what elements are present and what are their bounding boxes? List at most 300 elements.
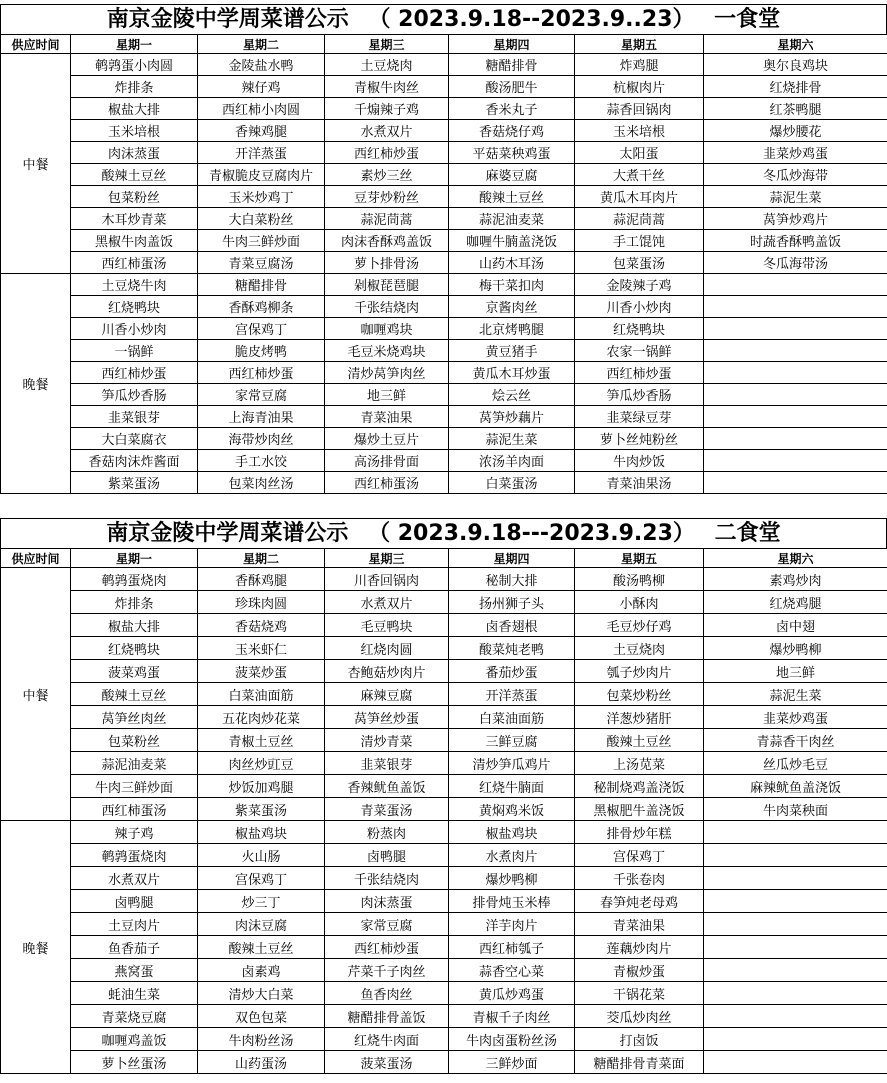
dish-cell: 宫保鸡丁 [198, 318, 325, 340]
dish-cell: 蒜泥生菜 [704, 683, 887, 706]
dish-cell: 杏鲍菇炒肉片 [325, 660, 449, 683]
dish-cell [704, 867, 887, 890]
dish-cell: 韭菜银芽 [71, 406, 198, 428]
dish-cell: 包菜蛋汤 [575, 252, 704, 274]
dish-cell: 麻婆豆腐 [449, 164, 575, 186]
dish-cell: 红烧鸭块 [71, 637, 198, 660]
table-row [1, 890, 887, 913]
dish-cell: 白菜油面筋 [198, 683, 325, 706]
dish-cell: 西红柿瓠子 [449, 936, 575, 959]
dish-cell: 莲藕炒肉片 [575, 936, 704, 959]
canteen-1-title [0, 4, 887, 34]
dish-cell: 韭菜银芽 [325, 752, 449, 775]
dish-cell: 清炒莴笋肉丝 [325, 362, 449, 384]
dish-cell: 芹菜千子肉丝 [325, 959, 449, 982]
dish-cell: 红烧排骨 [704, 76, 887, 98]
dish-cell: 红烧鸡腿 [704, 591, 887, 614]
dish-cell [704, 274, 887, 296]
menu-table [0, 34, 887, 494]
table-row [1, 936, 887, 959]
dish-cell: 牛肉菜秧面 [704, 798, 887, 821]
dish-cell: 酸菜炖老鸭 [449, 637, 575, 660]
dish-cell: 香酥鸡柳条 [198, 296, 325, 318]
dish-cell: 西红柿炒蛋 [325, 936, 449, 959]
table-row [1, 340, 887, 362]
dish-cell: 海带炒肉丝 [198, 428, 325, 450]
canteen-2-title [0, 518, 887, 548]
dish-cell: 西红柿蛋汤 [325, 472, 449, 494]
dish-cell: 土豆烧肉 [575, 637, 704, 660]
dish-cell: 卤素鸡 [198, 959, 325, 982]
dish-cell: 土豆烧肉 [325, 54, 449, 76]
meal-label: 晚餐 [1, 274, 71, 494]
dish-cell [704, 384, 887, 406]
table-row [1, 142, 887, 164]
table-row [1, 120, 887, 142]
dish-cell: 西红柿炒蛋 [575, 362, 704, 384]
dish-cell: 金陵辣子鸡 [575, 274, 704, 296]
dish-cell: 炸鸡腿 [575, 54, 704, 76]
header-row [1, 35, 887, 54]
dish-cell [704, 982, 887, 1005]
table-row [1, 472, 887, 494]
header-day: 星期六 [704, 35, 887, 54]
dish-cell: 黑椒牛肉盖饭 [71, 230, 198, 252]
table-row [1, 1051, 887, 1074]
dish-cell: 酸汤鸭柳 [575, 568, 704, 591]
dish-cell: 双色包菜 [198, 1005, 325, 1028]
dish-cell: 炸排条 [71, 76, 198, 98]
dish-cell: 黄瓜木耳肉片 [575, 186, 704, 208]
dish-cell: 蒜泥油麦菜 [71, 752, 198, 775]
dish-cell: 时蔬香酥鸭盖饭 [704, 230, 887, 252]
dish-cell: 青菜豆腐汤 [198, 252, 325, 274]
dish-cell: 浓汤羊肉面 [449, 450, 575, 472]
dish-cell: 紫菜蛋汤 [198, 798, 325, 821]
header-day: 星期一 [71, 549, 198, 568]
dish-cell: 韭菜炒鸡蛋 [704, 142, 887, 164]
dish-cell: 燕窝蛋 [71, 959, 198, 982]
table-row [1, 428, 887, 450]
dish-cell: 牛肉三鲜炒面 [71, 775, 198, 798]
title-main: 南京金陵中学周菜谱公示 [106, 7, 349, 32]
dish-cell [704, 450, 887, 472]
dish-cell: 土豆肉片 [71, 913, 198, 936]
dish-cell: 糖醋排骨 [449, 54, 575, 76]
dish-cell: 白菜油面筋 [449, 706, 575, 729]
dish-cell: 扬州狮子头 [449, 591, 575, 614]
dish-cell: 脆皮烤鸭 [198, 340, 325, 362]
table-row [1, 729, 887, 752]
dish-cell: 毛豆炒仔鸡 [575, 614, 704, 637]
dish-cell: 大白菜腐衣 [71, 428, 198, 450]
dish-cell [704, 959, 887, 982]
dish-cell: 咖喱牛腩盖浇饭 [449, 230, 575, 252]
dish-cell: 菠菜蛋汤 [325, 1051, 449, 1074]
dish-cell: 麻辣豆腐 [325, 683, 449, 706]
table-row [1, 406, 887, 428]
dish-cell: 粉蒸肉 [325, 821, 449, 844]
dish-cell [704, 296, 887, 318]
dish-cell: 水煮双片 [325, 591, 449, 614]
dish-cell: 地三鲜 [325, 384, 449, 406]
dish-cell [704, 318, 887, 340]
dish-cell: 莴笋丝肉丝 [71, 706, 198, 729]
header-row [1, 549, 887, 568]
dish-cell: 菠菜鸡蛋 [71, 660, 198, 683]
table-row [1, 775, 887, 798]
dish-cell: 咖喱鸡盖饭 [71, 1028, 198, 1051]
dish-cell: 椒盐大排 [71, 614, 198, 637]
dish-cell: 珍珠肉圆 [198, 591, 325, 614]
table-row [1, 637, 887, 660]
meal-label: 晚餐 [1, 821, 71, 1074]
table-row [1, 660, 887, 683]
dish-cell: 川香小炒肉 [575, 296, 704, 318]
dish-cell: 青菜油果汤 [575, 472, 704, 494]
dish-cell: 青菜蛋汤 [325, 798, 449, 821]
dish-cell: 上汤苋菜 [575, 752, 704, 775]
dish-cell: 紫菜蛋汤 [71, 472, 198, 494]
header-time: 供应时间 [1, 549, 71, 568]
dish-cell: 剁椒琵琶腿 [325, 274, 449, 296]
dish-cell: 肉沫豆腐 [198, 913, 325, 936]
table-row [1, 230, 887, 252]
title-main: 南京金陵中学周菜谱公示 [106, 521, 349, 546]
table-row [1, 274, 887, 296]
dish-cell: 豆芽炒粉丝 [325, 186, 449, 208]
dish-cell: 青菜油果 [325, 406, 449, 428]
table-row [1, 384, 887, 406]
dish-cell: 爆炒腰花 [704, 120, 887, 142]
dish-cell: 酸汤肥牛 [449, 76, 575, 98]
header-day: 星期三 [325, 549, 449, 568]
table-row [1, 798, 887, 821]
dish-cell: 炒三丁 [198, 890, 325, 913]
dish-cell: 西红柿蛋汤 [71, 798, 198, 821]
dish-cell: 卤鸭腿 [71, 890, 198, 913]
table-row [1, 1005, 887, 1028]
dish-cell: 菠菜炒蛋 [198, 660, 325, 683]
dish-cell: 蒜泥茼蒿 [325, 208, 449, 230]
dish-cell: 高汤排骨面 [325, 450, 449, 472]
table-row [1, 54, 887, 76]
dish-cell: 青椒牛肉丝 [325, 76, 449, 98]
dish-cell: 京酱肉丝 [449, 296, 575, 318]
dish-cell: 冬瓜海带汤 [704, 252, 887, 274]
dish-cell: 金陵盐水鸭 [198, 54, 325, 76]
dish-cell: 椒盐鸡块 [449, 821, 575, 844]
dish-cell: 肉沫香酥鸡盖饭 [325, 230, 449, 252]
header-day: 星期二 [198, 35, 325, 54]
dish-cell [704, 913, 887, 936]
dish-cell: 香菇烧仔鸡 [449, 120, 575, 142]
dish-cell: 地三鲜 [704, 660, 887, 683]
header-day: 星期三 [325, 35, 449, 54]
dish-cell: 青椒千子肉丝 [449, 1005, 575, 1028]
dish-cell: 平菇菜秧鸡蛋 [449, 142, 575, 164]
dish-cell: 炒饭加鸡腿 [198, 775, 325, 798]
dish-cell: 青椒土豆丝 [198, 729, 325, 752]
dish-cell: 香米丸子 [449, 98, 575, 120]
dish-cell: 开洋蒸蛋 [198, 142, 325, 164]
dish-cell: 鹌鹑蛋烧肉 [71, 568, 198, 591]
table-row [1, 683, 887, 706]
dish-cell [704, 472, 887, 494]
dish-cell: 鹌鹑蛋小肉圆 [71, 54, 198, 76]
dish-cell: 玉米虾仁 [198, 637, 325, 660]
dish-cell: 排骨炖玉米棒 [449, 890, 575, 913]
dish-cell: 萝卜丝蛋汤 [71, 1051, 198, 1074]
header-day: 星期二 [198, 549, 325, 568]
dish-cell: 青菜油果 [575, 913, 704, 936]
dish-cell: 秘制烧鸡盖浇饭 [575, 775, 704, 798]
title-date: （ 2023.9.18---2023.9.23） [368, 521, 695, 546]
table-row [1, 706, 887, 729]
dish-cell: 香酥鸡腿 [198, 568, 325, 591]
dish-cell: 千张卷肉 [575, 867, 704, 890]
dish-cell [704, 1005, 887, 1028]
dish-cell: 青椒炒蛋 [575, 959, 704, 982]
dish-cell: 丝瓜炒毛豆 [704, 752, 887, 775]
table-row [1, 76, 887, 98]
menu-table [0, 548, 887, 1074]
dish-cell: 大煮干丝 [575, 164, 704, 186]
dish-cell: 清炒笋瓜鸡片 [449, 752, 575, 775]
dish-cell: 清炒大白菜 [198, 982, 325, 1005]
dish-cell: 鹌鹑蛋烧肉 [71, 844, 198, 867]
dish-cell: 宫保鸡丁 [575, 844, 704, 867]
table-row [1, 591, 887, 614]
dish-cell [704, 844, 887, 867]
dish-cell: 西红柿炒蛋 [325, 142, 449, 164]
dish-cell: 黑椒肥牛盖浇饭 [575, 798, 704, 821]
table-row [1, 844, 887, 867]
table-row [1, 568, 887, 591]
dish-cell: 川香小炒肉 [71, 318, 198, 340]
dish-cell: 杭椒肉片 [575, 76, 704, 98]
dish-cell: 蒜泥茼蒿 [575, 208, 704, 230]
dish-cell: 糖醋排骨盖饭 [325, 1005, 449, 1028]
dish-cell: 牛肉卤蛋粉丝汤 [449, 1028, 575, 1051]
dish-cell: 洋芋肉片 [449, 913, 575, 936]
dish-cell: 蚝油生菜 [71, 982, 198, 1005]
dish-cell: 三鲜炒面 [449, 1051, 575, 1074]
dish-cell: 韭菜炒鸡蛋 [704, 706, 887, 729]
dish-cell: 酸辣土豆丝 [71, 164, 198, 186]
dish-cell: 排骨炒年糕 [575, 821, 704, 844]
dish-cell: 西红柿炒蛋 [198, 362, 325, 384]
dish-cell: 爆炒土豆片 [325, 428, 449, 450]
dish-cell: 春笋炖老母鸡 [575, 890, 704, 913]
dish-cell: 卤鸭腿 [325, 844, 449, 867]
canteen-2-menu [0, 518, 887, 1074]
dish-cell: 干锅花菜 [575, 982, 704, 1005]
dish-cell: 卤中翅 [704, 614, 887, 637]
dish-cell: 牛肉炒饭 [575, 450, 704, 472]
title-hall: 一食堂 [714, 7, 781, 32]
dish-cell: 毛豆鸭块 [325, 614, 449, 637]
dish-cell: 山药蛋汤 [198, 1051, 325, 1074]
dish-cell: 香辣鸡腿 [198, 120, 325, 142]
dish-cell: 手工馄饨 [575, 230, 704, 252]
dish-cell: 香菇烧鸡 [198, 614, 325, 637]
dish-cell: 一锅鲜 [71, 340, 198, 362]
table-row [1, 821, 887, 844]
dish-cell: 水煮肉片 [449, 844, 575, 867]
dish-cell: 素鸡炒肉 [704, 568, 887, 591]
table-row [1, 296, 887, 318]
table-row [1, 982, 887, 1005]
header-day: 星期一 [71, 35, 198, 54]
dish-cell: 茭瓜炒肉丝 [575, 1005, 704, 1028]
dish-cell: 蒜泥油麦菜 [449, 208, 575, 230]
table-row [1, 186, 887, 208]
dish-cell: 爆炒鸭柳 [704, 637, 887, 660]
dish-cell: 鱼香肉丝 [325, 982, 449, 1005]
header-day: 星期四 [449, 35, 575, 54]
dish-cell: 三鲜豆腐 [449, 729, 575, 752]
dish-cell: 家常豆腐 [325, 913, 449, 936]
dish-cell: 包菜粉丝 [71, 186, 198, 208]
dish-cell: 上海青油果 [198, 406, 325, 428]
dish-cell [704, 340, 887, 362]
dish-cell: 西红柿小肉圆 [198, 98, 325, 120]
dish-cell: 水煮双片 [325, 120, 449, 142]
dish-cell: 红茶鸭腿 [704, 98, 887, 120]
meal-label: 中餐 [1, 54, 71, 274]
dish-cell: 蒜泥生菜 [704, 186, 887, 208]
dish-cell: 肉丝炒豇豆 [198, 752, 325, 775]
dish-cell: 包菜炒粉丝 [575, 683, 704, 706]
header-time: 供应时间 [1, 35, 71, 54]
dish-cell: 手工水饺 [198, 450, 325, 472]
dish-cell: 红烧肉圆 [325, 637, 449, 660]
dish-cell: 香辣鱿鱼盖饭 [325, 775, 449, 798]
dish-cell: 开洋蒸蛋 [449, 683, 575, 706]
dish-cell: 水煮双片 [71, 867, 198, 890]
header-day: 星期四 [449, 549, 575, 568]
dish-cell: 萝卜排骨汤 [325, 252, 449, 274]
dish-cell: 糖醋排骨青菜面 [575, 1051, 704, 1074]
dish-cell: 千张结烧肉 [325, 296, 449, 318]
dish-cell: 冬瓜炒海带 [704, 164, 887, 186]
dish-cell: 牛肉粉丝汤 [198, 1028, 325, 1051]
table-row [1, 614, 887, 637]
title-date: （ 2023.9.18--2023.9..23） [368, 7, 695, 32]
dish-cell: 辣子鸡 [71, 821, 198, 844]
dish-cell: 毛豆米烧鸡块 [325, 340, 449, 362]
dish-cell: 千煽辣子鸡 [325, 98, 449, 120]
dish-cell: 香菇肉沫炸酱面 [71, 450, 198, 472]
dish-cell: 清炒青菜 [325, 729, 449, 752]
dish-cell: 青蒜香干肉丝 [704, 729, 887, 752]
table-row [1, 959, 887, 982]
dish-cell: 秘制大排 [449, 568, 575, 591]
table-row [1, 1028, 887, 1051]
dish-cell: 爆炒鸭柳 [449, 867, 575, 890]
table-row [1, 208, 887, 230]
dish-cell: 包菜粉丝 [71, 729, 198, 752]
dish-cell [704, 1028, 887, 1051]
dish-cell: 牛肉三鲜炒面 [198, 230, 325, 252]
dish-cell: 鱼香茄子 [71, 936, 198, 959]
dish-cell [704, 1051, 887, 1074]
dish-cell [704, 406, 887, 428]
dish-cell: 小酥肉 [575, 591, 704, 614]
dish-cell [704, 936, 887, 959]
dish-cell: 玉米炒鸡丁 [198, 186, 325, 208]
dish-cell: 笋瓜炒香肠 [575, 384, 704, 406]
dish-cell: 咖喱鸡块 [325, 318, 449, 340]
header-day: 星期五 [575, 549, 704, 568]
dish-cell: 椒盐鸡块 [198, 821, 325, 844]
dish-cell: 红烧鸭块 [71, 296, 198, 318]
dish-cell: 辣仔鸡 [198, 76, 325, 98]
dish-cell: 打卤饭 [575, 1028, 704, 1051]
table-row [1, 252, 887, 274]
dish-cell: 宫保鸡丁 [198, 867, 325, 890]
dish-cell: 白菜蛋汤 [449, 472, 575, 494]
dish-cell: 红烧牛腩面 [449, 775, 575, 798]
dish-cell: 番茄炒蛋 [449, 660, 575, 683]
dish-cell: 蒜香回锅肉 [575, 98, 704, 120]
dish-cell: 莴笋丝炒蛋 [325, 706, 449, 729]
dish-cell: 奥尔良鸡块 [704, 54, 887, 76]
table-row [1, 362, 887, 384]
header-day: 星期五 [575, 35, 704, 54]
dish-cell: 烩云丝 [449, 384, 575, 406]
dish-cell: 萝卜丝炖粉丝 [575, 428, 704, 450]
dish-cell: 瓠子炒肉片 [575, 660, 704, 683]
dish-cell: 酸辣土豆丝 [575, 729, 704, 752]
header-day: 星期六 [704, 549, 887, 568]
dish-cell: 包菜肉丝汤 [198, 472, 325, 494]
dish-cell: 川香回锅肉 [325, 568, 449, 591]
dish-cell: 笋瓜炒香肠 [71, 384, 198, 406]
dish-cell: 红烧鸭块 [575, 318, 704, 340]
dish-cell: 梅干菜扣肉 [449, 274, 575, 296]
dish-cell: 青椒脆皮豆腐肉片 [198, 164, 325, 186]
dish-cell: 黄焖鸡米饭 [449, 798, 575, 821]
table-row [1, 318, 887, 340]
dish-cell: 酸辣土豆丝 [198, 936, 325, 959]
table-row [1, 752, 887, 775]
dish-cell: 红烧牛肉面 [325, 1028, 449, 1051]
dish-cell: 山药木耳汤 [449, 252, 575, 274]
dish-cell: 西红柿蛋汤 [71, 252, 198, 274]
canteen-1-menu [0, 4, 887, 494]
dish-cell: 火山肠 [198, 844, 325, 867]
dish-cell: 木耳炒青菜 [71, 208, 198, 230]
dish-cell: 肉沫蒸蛋 [71, 142, 198, 164]
dish-cell: 青菜烧豆腐 [71, 1005, 198, 1028]
table-row [1, 164, 887, 186]
dish-cell: 西红柿炒蛋 [71, 362, 198, 384]
dish-cell: 千张结烧肉 [325, 867, 449, 890]
dish-cell: 大白菜粉丝 [198, 208, 325, 230]
dish-cell [704, 890, 887, 913]
dish-cell: 卤香翅根 [449, 614, 575, 637]
dish-cell: 韭菜绿豆芽 [575, 406, 704, 428]
dish-cell: 椒盐大排 [71, 98, 198, 120]
dish-cell: 黄瓜木耳炒蛋 [449, 362, 575, 384]
dish-cell: 玉米培根 [575, 120, 704, 142]
dish-cell: 五花肉炒花菜 [198, 706, 325, 729]
dish-cell: 肉沫蒸蛋 [325, 890, 449, 913]
dish-cell: 土豆烧牛肉 [71, 274, 198, 296]
dish-cell: 蒜香空心菜 [449, 959, 575, 982]
